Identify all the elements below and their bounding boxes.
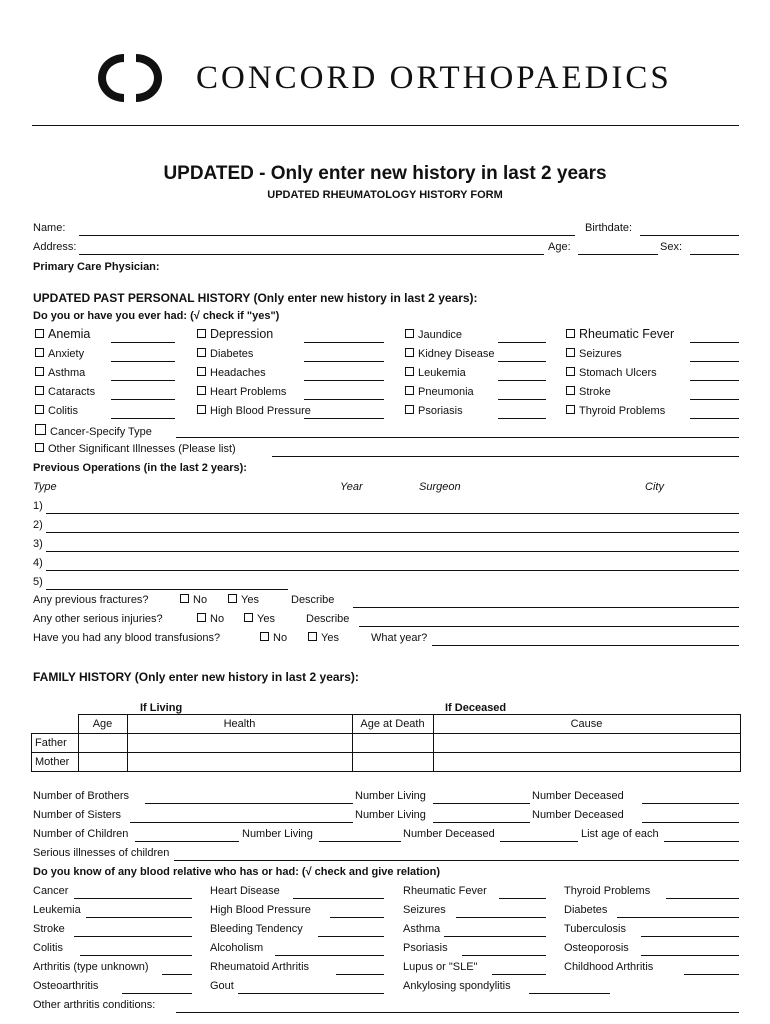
checkbox-icon[interactable] xyxy=(35,424,46,435)
relative-relation-field[interactable] xyxy=(74,898,192,899)
no-label: No xyxy=(210,613,225,625)
condition-relation-field[interactable] xyxy=(690,399,739,400)
condition-item[interactable] xyxy=(197,367,266,379)
condition-item[interactable] xyxy=(566,386,611,398)
relative-condition-label: Osteoarthritis xyxy=(33,980,99,992)
checkbox-icon[interactable] xyxy=(35,367,44,376)
father-health-cell[interactable] xyxy=(127,734,352,753)
condition-relation-field[interactable] xyxy=(111,342,175,343)
checkbox-icon[interactable] xyxy=(197,386,206,395)
yes-label: Yes xyxy=(241,594,259,606)
relative-relation-field[interactable] xyxy=(492,974,546,975)
relative-condition-label: Childhood Arthritis xyxy=(564,961,654,973)
brothers-field[interactable] xyxy=(145,803,353,804)
transfusions-yes[interactable] xyxy=(308,632,339,644)
checkbox-icon[interactable] xyxy=(405,405,414,414)
checkbox-icon[interactable] xyxy=(35,386,44,395)
sisters-living-field[interactable] xyxy=(433,822,530,823)
sisters-label: Number of Sisters xyxy=(33,809,122,821)
table-row xyxy=(32,734,741,753)
condition-label: Headaches xyxy=(210,367,266,379)
relative-relation-field[interactable] xyxy=(462,955,546,956)
transfusions-no[interactable] xyxy=(260,632,287,644)
checkbox-icon[interactable] xyxy=(35,329,44,338)
brothers-deceased-field[interactable] xyxy=(642,803,739,804)
mother-health-cell[interactable] xyxy=(127,753,352,772)
list-age-field[interactable] xyxy=(664,841,739,842)
brothers-label: Number of Brothers xyxy=(33,790,129,802)
fractures-describe-field[interactable] xyxy=(353,607,739,608)
condition-item[interactable] xyxy=(35,386,95,398)
other-illness-item[interactable] xyxy=(35,443,236,455)
relative-relation-field[interactable] xyxy=(74,936,192,937)
relative-condition-label: Osteoporosis xyxy=(564,942,629,954)
condition-label: Seizures xyxy=(579,348,622,360)
condition-relation-field[interactable] xyxy=(304,342,384,343)
other-arthritis-label: Other arthritis conditions: xyxy=(33,999,156,1011)
checkbox-icon[interactable] xyxy=(566,367,575,376)
relative-relation-field[interactable] xyxy=(529,993,610,994)
checkbox-icon[interactable] xyxy=(405,329,414,338)
relative-relation-field[interactable] xyxy=(80,955,192,956)
children-deceased-label: Number Deceased xyxy=(403,828,495,840)
col-cause: Cause xyxy=(433,715,740,734)
relative-relation-field[interactable] xyxy=(238,993,384,994)
operation-row-number: 4) xyxy=(33,557,43,569)
brothers-deceased-label: Number Deceased xyxy=(532,790,624,802)
condition-item[interactable] xyxy=(35,405,78,417)
if-living-label: If Living xyxy=(140,702,183,714)
condition-label: Diabetes xyxy=(210,348,254,360)
pcp-label: Primary Care Physician: xyxy=(33,261,160,273)
condition-label: Psoriasis xyxy=(418,405,463,417)
condition-label: Leukemia xyxy=(418,367,466,379)
condition-relation-field[interactable] xyxy=(498,342,546,343)
checkbox-icon[interactable] xyxy=(35,405,44,414)
condition-relation-field[interactable] xyxy=(690,342,739,343)
transfusions-question: Have you had any blood transfusions? xyxy=(33,632,221,644)
relative-condition-label: High Blood Pressure xyxy=(210,904,311,916)
operations-heading: Previous Operations (in the last 2 years): xyxy=(33,462,247,474)
condition-relation-field[interactable] xyxy=(498,380,546,381)
relative-relation-field[interactable] xyxy=(275,955,384,956)
sex-field[interactable] xyxy=(690,254,739,255)
checkbox-icon[interactable] xyxy=(260,632,269,641)
birthdate-label: Birthdate: xyxy=(585,222,633,234)
no-label: No xyxy=(193,594,208,606)
other-illness-label: Other Significant Illnesses (Please list) xyxy=(48,443,236,455)
cancer-type-item[interactable] xyxy=(35,424,152,438)
condition-label: Jaundice xyxy=(418,329,463,341)
condition-relation-field[interactable] xyxy=(111,361,175,362)
family-history-heading: FAMILY HISTORY (Only enter new history in last 2 years): xyxy=(33,670,359,684)
serious-illness-label: Serious illnesses of children xyxy=(33,847,170,859)
yes-label: Yes xyxy=(257,613,275,625)
condition-item[interactable] xyxy=(405,386,474,398)
condition-label: Heart Problems xyxy=(210,386,287,398)
condition-item[interactable] xyxy=(405,405,463,417)
checkbox-icon[interactable] xyxy=(405,348,414,357)
operation-row-field[interactable] xyxy=(46,551,739,552)
checkbox-icon[interactable] xyxy=(308,632,317,641)
condition-label: Stroke xyxy=(579,386,611,398)
relative-relation-field[interactable] xyxy=(666,898,739,899)
relative-condition-label: Cancer xyxy=(33,885,69,897)
cancer-type-field[interactable] xyxy=(176,437,739,438)
relative-condition-label: Bleeding Tendency xyxy=(210,923,303,935)
relative-relation-field[interactable] xyxy=(641,936,739,937)
relative-condition-label: Psoriasis xyxy=(403,942,448,954)
relative-condition-label: Seizures xyxy=(403,904,446,916)
personal-history-heading: UPDATED PAST PERSONAL HISTORY (Only enter new history in last 2 years): xyxy=(33,291,478,305)
col-surgeon: Surgeon xyxy=(419,481,461,493)
children-label: Number of Children xyxy=(33,828,129,840)
condition-item[interactable] xyxy=(405,367,466,379)
checkbox-icon[interactable] xyxy=(244,613,253,622)
blood-relative-question: Do you know of any blood relative who has or had: (√ check and give relation) xyxy=(33,866,440,878)
relative-condition-label: Stroke xyxy=(33,923,65,935)
name-label: Name: xyxy=(33,222,66,234)
fractures-no[interactable] xyxy=(180,594,207,606)
checkbox-icon[interactable] xyxy=(35,348,44,357)
operation-row-field[interactable] xyxy=(46,513,739,514)
condition-relation-field[interactable] xyxy=(304,380,384,381)
cancer-type-label: Cancer-Specify Type xyxy=(50,426,152,438)
sisters-living-label: Number Living xyxy=(355,809,426,821)
condition-item[interactable] xyxy=(405,348,494,360)
col-health: Health xyxy=(127,715,352,734)
condition-relation-field[interactable] xyxy=(690,361,739,362)
condition-label: Colitis xyxy=(48,405,78,417)
if-deceased-label: If Deceased xyxy=(445,702,507,714)
col-age: Age xyxy=(78,715,127,734)
relative-relation-field[interactable] xyxy=(318,936,384,937)
condition-relation-field[interactable] xyxy=(304,418,384,419)
relative-relation-field[interactable] xyxy=(336,974,384,975)
father-label: Father xyxy=(32,734,79,753)
relative-relation-field[interactable] xyxy=(162,974,192,975)
col-city: City xyxy=(645,481,664,493)
sex-label: Sex: xyxy=(660,241,683,253)
brothers-living-field[interactable] xyxy=(433,803,530,804)
condition-item[interactable] xyxy=(566,327,674,341)
personal-history-question: Do you or have you ever had: (√ check if "yes") xyxy=(33,310,280,322)
relative-condition-label: Asthma xyxy=(403,923,441,935)
relative-condition-label: Colitis xyxy=(33,942,63,954)
relative-condition-label: Heart Disease xyxy=(210,885,280,897)
relative-relation-field[interactable] xyxy=(330,917,384,918)
checkbox-icon[interactable] xyxy=(197,613,206,622)
checkbox-icon[interactable] xyxy=(566,405,575,414)
family-table-header xyxy=(32,715,741,734)
col-year: Year xyxy=(340,481,363,493)
condition-label: Anxiety xyxy=(48,348,85,360)
checkbox-icon[interactable] xyxy=(180,594,189,603)
checkbox-icon[interactable] xyxy=(197,329,206,338)
condition-item[interactable] xyxy=(566,348,622,360)
other-illness-field[interactable] xyxy=(272,456,739,457)
condition-item[interactable] xyxy=(35,348,84,360)
relative-relation-field[interactable] xyxy=(617,917,739,918)
condition-label: Stomach Ulcers xyxy=(579,367,657,379)
fractures-yes[interactable] xyxy=(228,594,259,606)
checkbox-icon[interactable] xyxy=(405,367,414,376)
relative-relation-field[interactable] xyxy=(444,936,546,937)
children-living-label: Number Living xyxy=(242,828,313,840)
condition-item[interactable] xyxy=(197,348,253,360)
mother-label: Mother xyxy=(32,753,79,772)
father-age-cell[interactable] xyxy=(78,734,127,753)
father-age-at-death-cell[interactable] xyxy=(352,734,433,753)
relative-condition-label: Gout xyxy=(210,980,234,992)
condition-relation-field[interactable] xyxy=(304,399,384,400)
brothers-living-label: Number Living xyxy=(355,790,426,802)
injuries-no[interactable] xyxy=(197,613,224,625)
operation-row-field[interactable] xyxy=(46,589,288,590)
condition-label: Cataracts xyxy=(48,386,96,398)
condition-relation-field[interactable] xyxy=(690,380,739,381)
what-year-label: What year? xyxy=(371,632,428,644)
condition-label: Pneumonia xyxy=(418,386,474,398)
condition-label: Kidney Disease xyxy=(418,348,495,360)
operation-row-field[interactable] xyxy=(46,532,739,533)
page-title: UPDATED - Only enter new history in last 2 years xyxy=(163,163,607,184)
condition-item[interactable] xyxy=(405,329,462,341)
company-logo-icon xyxy=(84,50,174,106)
relative-condition-label: Thyroid Problems xyxy=(564,885,651,897)
relative-condition-label: Lupus or "SLE" xyxy=(403,961,478,973)
name-field[interactable] xyxy=(79,235,575,236)
checkbox-icon[interactable] xyxy=(197,405,206,414)
yes-label: Yes xyxy=(321,632,339,644)
checkbox-icon[interactable] xyxy=(228,594,237,603)
address-label: Address: xyxy=(33,241,77,253)
list-age-label: List age of each xyxy=(581,828,659,840)
fractures-describe-label: Describe xyxy=(291,594,335,606)
operation-row-number: 2) xyxy=(33,519,43,531)
condition-relation-field[interactable] xyxy=(690,418,739,419)
condition-relation-field[interactable] xyxy=(498,361,546,362)
condition-label: Anemia xyxy=(48,327,91,341)
sisters-deceased-field[interactable] xyxy=(642,822,739,823)
relative-condition-label: Ankylosing spondylitis xyxy=(403,980,511,992)
condition-item[interactable] xyxy=(566,405,665,417)
condition-relation-field[interactable] xyxy=(304,361,384,362)
empty-cell xyxy=(32,715,79,734)
other-arthritis-field[interactable] xyxy=(176,1012,739,1013)
relative-relation-field[interactable] xyxy=(86,917,192,918)
condition-label: Depression xyxy=(210,327,274,341)
condition-label: Thyroid Problems xyxy=(579,405,666,417)
checkbox-icon[interactable] xyxy=(197,367,206,376)
relative-relation-field[interactable] xyxy=(641,955,739,956)
table-row xyxy=(32,753,741,772)
checkbox-icon[interactable] xyxy=(566,348,575,357)
children-living-field[interactable] xyxy=(319,841,401,842)
father-cause-cell[interactable] xyxy=(433,734,740,753)
mother-age-at-death-cell[interactable] xyxy=(352,753,433,772)
injuries-describe-field[interactable] xyxy=(359,626,739,627)
operation-row-number: 5) xyxy=(33,576,43,588)
condition-relation-field[interactable] xyxy=(111,380,175,381)
what-year-field[interactable] xyxy=(432,645,739,646)
relative-relation-field[interactable] xyxy=(499,898,547,899)
sisters-deceased-label: Number Deceased xyxy=(532,809,624,821)
operation-row-number: 3) xyxy=(33,538,43,550)
relative-relation-field[interactable] xyxy=(122,993,192,994)
checkbox-icon[interactable] xyxy=(35,443,44,452)
age-label: Age: xyxy=(548,241,571,253)
company-name: CONCORD ORTHOPAEDICS xyxy=(196,60,672,96)
age-field[interactable] xyxy=(578,254,658,255)
checkbox-icon[interactable] xyxy=(197,348,206,357)
no-label: No xyxy=(273,632,288,644)
relative-condition-label: Arthritis (type unknown) xyxy=(33,961,149,973)
birthdate-field[interactable] xyxy=(640,235,739,236)
condition-relation-field[interactable] xyxy=(498,399,546,400)
injuries-yes[interactable] xyxy=(244,613,275,625)
condition-relation-field[interactable] xyxy=(111,418,175,419)
fractures-question: Any previous fractures? xyxy=(33,594,149,606)
family-table xyxy=(31,714,741,772)
form-subtitle: UPDATED RHEUMATOLOGY HISTORY FORM xyxy=(267,189,503,201)
condition-label: High Blood Pressure xyxy=(210,405,311,417)
relative-relation-field[interactable] xyxy=(684,974,739,975)
operation-row-number: 1) xyxy=(33,500,43,512)
condition-item[interactable] xyxy=(197,405,311,417)
injuries-describe-label: Describe xyxy=(306,613,350,625)
relative-condition-label: Alcoholism xyxy=(210,942,264,954)
condition-label: Rheumatic Fever xyxy=(579,327,675,341)
checkbox-icon[interactable] xyxy=(405,386,414,395)
relative-condition-label: Tuberculosis xyxy=(564,923,626,935)
relative-relation-field[interactable] xyxy=(456,917,546,918)
children-deceased-field[interactable] xyxy=(500,841,578,842)
checkbox-icon[interactable] xyxy=(566,329,575,338)
operation-row-field[interactable] xyxy=(46,570,739,571)
condition-item[interactable] xyxy=(35,327,90,341)
mother-cause-cell[interactable] xyxy=(433,753,740,772)
mother-age-cell[interactable] xyxy=(78,753,127,772)
address-field[interactable] xyxy=(79,254,544,255)
relative-condition-label: Rheumatic Fever xyxy=(403,885,487,897)
relative-condition-label: Diabetes xyxy=(564,904,608,916)
header-rule xyxy=(32,125,739,126)
col-age-at-death: Age at Death xyxy=(352,715,433,734)
condition-item[interactable] xyxy=(197,327,273,341)
injuries-question: Any other serious injuries? xyxy=(33,613,163,625)
serious-illness-field[interactable] xyxy=(174,860,739,861)
checkbox-icon[interactable] xyxy=(566,386,575,395)
relative-condition-label: Rheumatoid Arthritis xyxy=(210,961,310,973)
relative-relation-field[interactable] xyxy=(293,898,384,899)
condition-item[interactable] xyxy=(566,367,657,379)
condition-relation-field[interactable] xyxy=(111,399,175,400)
sisters-field[interactable] xyxy=(130,822,353,823)
condition-label: Asthma xyxy=(48,367,86,379)
col-type: Type xyxy=(33,481,57,493)
condition-item[interactable] xyxy=(35,367,85,379)
children-field[interactable] xyxy=(135,841,239,842)
condition-relation-field[interactable] xyxy=(498,418,546,419)
relative-condition-label: Leukemia xyxy=(33,904,81,916)
condition-item[interactable] xyxy=(197,386,286,398)
